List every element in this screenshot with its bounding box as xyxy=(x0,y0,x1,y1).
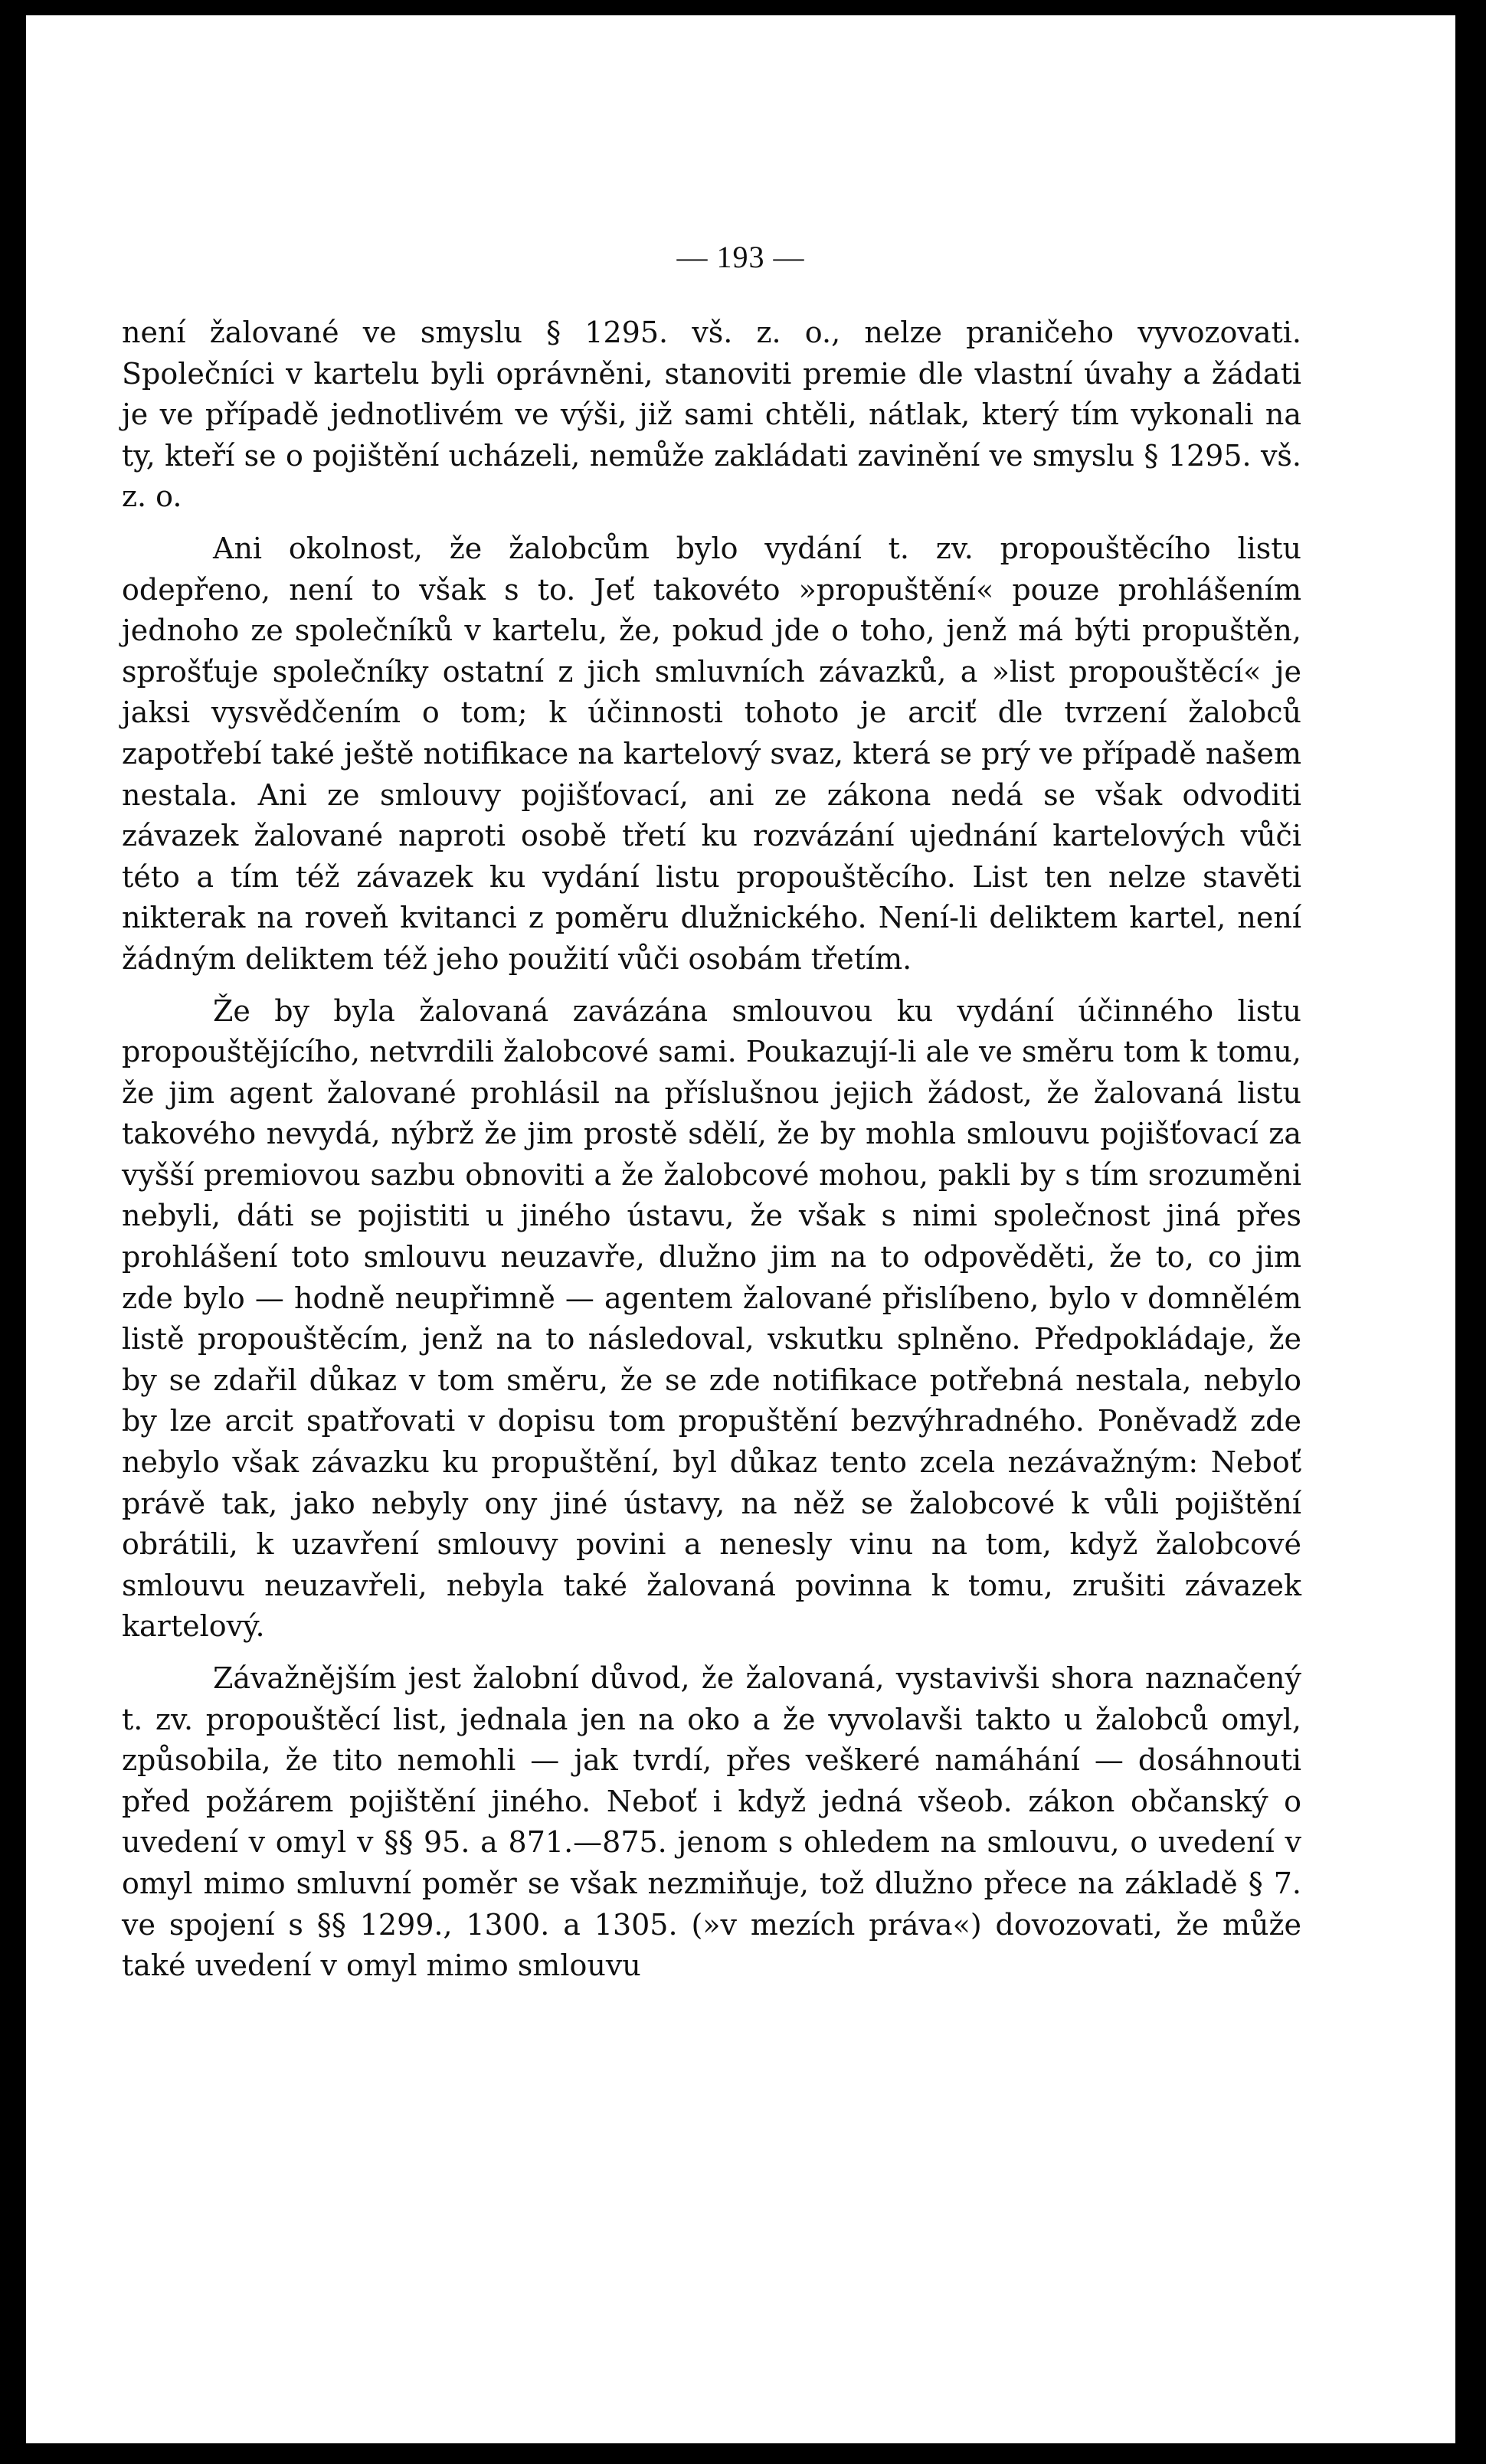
paragraph-1: není žalované ve smyslu § 1295. vš. z. o., nelze praničeho vyvozovati. Společníci v kartelu byli oprávněni, stanoviti premie dle vlastní úvahy a žádati je ve případě jednotlivém ve výši, již sami chtěli, nátlak, který tím vykonali na ty, kteří se o pojištění ucházeli, nemůže zakládati zavinění ve smyslu § 1295. vš. z. o. xyxy=(122,316,1301,514)
paragraph-2: Ani okolnost, že žalobcům bylo vydání t. zv. propouštěcího listu odepřeno, není to však s to. Jeť takovéto »propuštění« pouze prohlášením jednoho ze společníků v kartelu, že, pokud jde o toho, jenž má býti propuštěn, sprošťuje společníky ostatní z jich smluvních závazků, a »list propouštěcí« je jaksi vysvědčením o tom; k účinnosti tohoto je arciť dle tvrzení žalobců zapotřebí také ještě notifikace na kartelový svaz, která se prý ve případě našem nestala. Ani ze smlouvy pojišťovací, ani ze zákona nedá se však odvoditi závazek žalované naproti osobě třetí ku rozvázání ujednání kartelových vůči této a tím též závazek ku vydání listu propouštěcího. List ten nelze stavěti nikterak na roveň kvitanci z poměru dlužnického. Není-li deliktem kartel, není žádným deliktem též jeho použití vůči osobám třetím. xyxy=(122,531,1301,976)
book-page xyxy=(26,15,1461,2443)
body-text xyxy=(122,312,1301,1998)
paragraph-4: Závažnějším jest žalobní důvod, že žalovaná, vystavivši shora naznačený t. zv. propouštěcí list, jednala jen na oko a že vyvolavši takto u žalobců omyl, způsobila, že tito nemohli — jak tvrdí, přes veškeré namáhání — dosáhnouti před požárem pojištění jiného. Neboť i když jedná všeob. zákon občanský o uvedení v omyl v §§ 95. a 871.—875. jenom s ohledem na smlouvu, o uvedení v omyl mimo smluvní poměr se však nezmiňuje, tož dlužno přece na základě § 7. ve spojení s §§ 1299., 1300. a 1305. (»v mezích práva«) dovozovati, že může také uvedení v omyl mimo smlouvu xyxy=(122,1661,1301,1983)
paragraph-3: Že by byla žalovaná zavázána smlouvou ku vydání účinného listu propouštějícího, netvrdili žalobcové sami. Poukazují-li ale ve směru tom k tomu, že jim agent žalované prohlásil na příslušnou jejich žádost, že žalovaná listu takového nevydá, nýbrž že jim prostě sdělí, že by mohla smlouvu pojišťovací za vyšší premiovou sazbu obnoviti a že žalobcové mohou, pakli by s tím srozuměni nebyli, dáti se pojistiti u jiného ústavu, že však s nimi společnost jiná přes prohlášení toto smlouvu neuzavře, dlužno jim na to odpověděti, že to, co jim zde bylo — hodně neupřimně — agentem žalované přislíbeno, bylo v domnělém listě propouštěcím, jenž na to následoval, vskutku splněno. Předpokládaje, že by se zdařil důkaz v tom směru, že se zde notifikace potřebná nestala, nebylo by lze arcit spatřovati v dopisu tom propuštění bezvýhradného. Poněvadž zde nebylo však závazku ku propuštění, byl důkaz tento zcela nezávažným: Neboť právě tak, jako nebyly ony jiné ústavy, na něž se žalobcové k vůli pojištění obrátili, k uzavření smlouvy povini a nenesly vinu na tom, když žalobcové smlouvu neuzavřeli, nebyla také žalovaná povinna k tomu, zrušiti závazek kartelový. xyxy=(122,993,1301,1644)
page-number: — 193 — xyxy=(676,240,805,274)
